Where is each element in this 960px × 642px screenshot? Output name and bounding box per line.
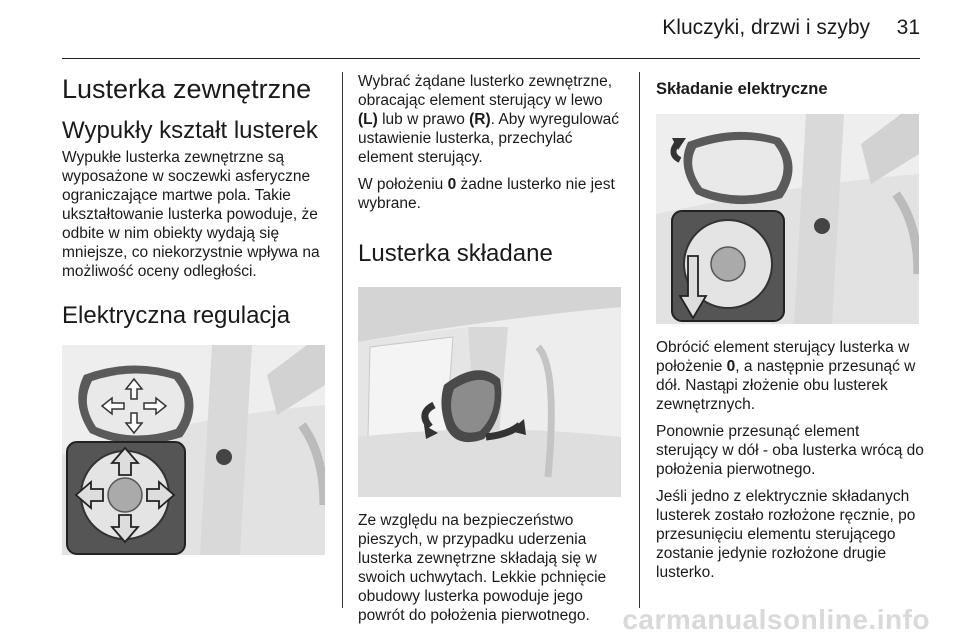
- subsection-title-convex: Wypukły kształt lusterek: [62, 117, 318, 144]
- subsection-title-electric: Elektryczna regulacja: [62, 302, 291, 329]
- paragraph-unfold: Ponownie przesunąć element sterujący w dół - oba lusterka wrócą do położenia pierwotnego.: [656, 423, 924, 478]
- mirror-adjust-illustration-icon: [62, 345, 325, 555]
- column-2: [358, 72, 625, 625]
- subsection-title-electric-folding: Składanie elektryczne: [656, 80, 828, 98]
- paragraph-convex-mirrors: Wypukłe lusterka zewnętrzne są wyposażone w soczewki asferyczne ograniczające martwe pola. Takie ukształtowanie lusterka powoduje, że odbite w nim obiekty wydają się mniejsze, co niekorzystnie wpływa na możliwość oceny odległości.: [62, 149, 320, 280]
- page-header-title: Kluczyki, drzwi i szyby: [662, 16, 870, 39]
- electric-fold-illustration-icon: [656, 114, 919, 324]
- paragraph-manual-unfold: Jeśli jedno z elektrycznie składanych lusterek zostało rozłożone ręcznie, po przesunięciu elementu sterującego zostanie jedynie rozłożone drugie lusterko.: [656, 488, 916, 581]
- column-divider-1: [342, 72, 343, 608]
- section-title: Lusterka zewnętrzne: [62, 74, 312, 104]
- paragraph-select-mirror: Wybrać żądane lusterko zewnętrzne, obracając element sterujący w lewo (L) lub w prawo (R). Aby wyregulować ustawienie lusterka, przechylać element sterujący.: [358, 73, 620, 166]
- subsection-title-folding: Lusterka składane: [358, 240, 553, 267]
- column-1: [62, 72, 330, 555]
- paragraph-electric-fold: Obrócić element sterujący lusterka w położenie 0, a następnie przesunąć w dół. Nastąpi złożenie obu lusterek zewnętrznych.: [656, 339, 916, 413]
- paragraph-folding-safety: Ze względu na bezpieczeństwo pieszych, w przypadku uderzenia lusterka zewnętrzne składają się w swoich uchwytach. Lekkie pchnięcie obudowy lusterka powoduje jego powrót do położenia pierwotnego.: [358, 512, 607, 624]
- column-divider-2: [639, 72, 640, 608]
- page-number: 31: [896, 16, 920, 39]
- header-divider: [62, 58, 920, 59]
- mirror-fold-illustration-icon: [358, 287, 621, 497]
- column-3: [656, 72, 924, 582]
- paragraph-position-zero: W położeniu 0 żadne lusterko nie jest wybrane.: [358, 176, 615, 212]
- footer-watermark: carmanualsonline.info: [622, 604, 930, 635]
